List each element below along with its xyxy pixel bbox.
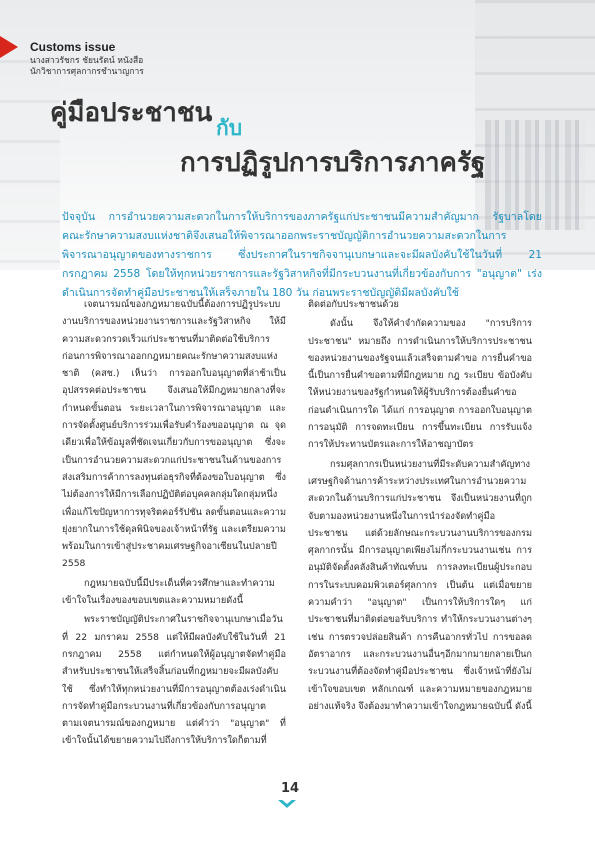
paragraph: กรมศุลกากรเป็นหน่วยงานที่มีระดับความสำคัญทางเศรษฐกิจด้านการค้าระหว่างประเทศในการอำนวยความสะดวกในด้านบริการแก่ประชาชน จึงเป็นหน่วยงานที่ถูกจับตามองหน่วยงานหนึ่งในการนำร่องจัดทำคู่มือประชาชน แต่ด้วยลักษณะกระบวนงานบริการของกรมศุลกากรนั้น มีการอนุญาตเพียงไม่กี่กระบวนงานเช่น การอนุมัติจัดตั้งคลังสินค้าทัณฑ์บน การลงทะเบียนผู้ประกอบการในระบบคอมพิวเตอร์ศุลกากร เป็นต้น แต่เมื่อขยายความคำว่า "อนุญาต" เป็นการให้บริการใดๆ แก่ประชาชนที่มาติดต่อขอรับบริการ ทำให้กระบวนงานต่างๆ เช่น การตรวจปล่อยสินค้า การคืนอากรทั่วไป การขอลดอัตราอากร และกระบวนงานอื่นๆอีกมากมายกลายเป็นกระบวนงานที่ต้องจัดทำคู่มือประชาชน ซึ่งเจ้าหน้าที่ยังไม่เข้าใจขอบเขต หลักเกณฑ์ และความหมายของกฎหมายอย่างแท้จริง จึงต้องมาทำความเข้าใจกฎหมายฉบับนี้ ดังนี้ bbox=[308, 458, 532, 712]
byline-author: นางสาวรัชกร ชัยนรัตน์ หนังสือ bbox=[30, 56, 144, 66]
article-title-line2: การปฏิรูปการบริการภาครัฐ bbox=[180, 148, 486, 178]
paragraph: ติดต่อกับประชาชนด้วย bbox=[308, 299, 399, 310]
paragraph: กฎหมายฉบับนี้มีประเด็นที่ควรศึกษาและทำความเข้าใจในเรื่องของขอบเขตและความหมายดังนี้ bbox=[62, 577, 275, 607]
article-title-connector: กับ bbox=[216, 116, 243, 140]
section-title: Customs issue bbox=[30, 40, 116, 54]
body-column-left bbox=[62, 296, 286, 750]
byline-position: นักวิชาการศุลกากรชำนาญการ bbox=[30, 67, 144, 77]
section-tag-icon bbox=[0, 36, 22, 58]
chevron-inner-shape bbox=[280, 798, 294, 804]
body-column-right bbox=[308, 296, 532, 715]
page-number: 14 bbox=[281, 781, 300, 796]
lead-paragraph: ปัจจุบัน การอำนวยความสะดวกในการให้บริการของภาครัฐแก่ประชาชนมีความสำคัญมาก รัฐบาลโดยคณะรักษาความสงบแห่งชาติจึงเสนอให้พิจารณาออกพระราชบัญญัติการอำนวยความสะดวกในการพิจารณาอนุญาตของทางราชการ ซึ่งประกาศในราชกิจจานุเบกษาและจะมีผลบังคับใช้ในวันที่ 21 กรกฎาคม 2558 โดยให้ทุกหน่วยราชการและรัฐวิสาหกิจที่มีกระบวนงานที่เกี่ยวข้องกับการ "อนุญาต" เร่งดำเนินการจัดทำคู่มือประชาชนให้เสร็จภายใน 180 วัน ก่อนพระราชบัญญัติมีผลบังคับใช้ bbox=[62, 211, 542, 299]
paragraph: ดังนั้น จึงให้คำจำกัดความของ "การบริการประชาชน" หมายถึง การดำเนินการให้บริการประชาชนของหน่วยงานของรัฐจนแล้วเสร็จตามคำขอ การยื่นคำขอนี้เป็นการยื่นคำขอตามที่มีกฎหมาย กฎ ระเบียบ ข้อบังคับให้หน่วยงานของรัฐกำหนดให้ผู้รับบริการต้องยื่นคำขอก่อนดำเนินการใด ได้แก่ การอนุญาต การออกใบอนุญาต การอนุมัติ การจดทะเบียน การขึ้นทะเบียน การรับแจ้ง การให้ประทานบัตรและการให้อาชญาบัตร bbox=[308, 318, 532, 451]
paragraph: เจตนารมณ์ของกฎหมายฉบับนี้ต้องการปฏิรูประบบงานบริการของหน่วยงานราชการและรัฐวิสาหกิจ ให้มีความสะดวกรวดเร็วแก่ประชาชนที่มาติดต่อใช้บริการ ก่อนการพิจารณาออกกฎหมายคณะรักษาความสงบแห่งชาติ (คสช.) เห็นว่า การออกใบอนุญาตที่ล่าช้าเป็นอุปสรรคต่อประชาชน จึงเสนอให้มีกฎหมายกลางที่จะกำหนดขั้นตอน ระยะเวลาในการพิจารณาอนุญาต และการจัดตั้งศูนย์บริการร่วมเพื่อรับคำร้องขออนุญาต ณ จุดเดียวเพื่อให้ข้อมูลที่ชัดเจนเกี่ยวกับการขออนุญาต ซึ่งจะเป็นการอำนวยความสะดวกแก่ประชาชนในด้านของการส่งเสริมการค้าการลงทุนต่อธุรกิจที่ต้องขอใบอนุญาต ซึ่งไม่ต้องการให้มีการเลือกปฏิบัติต่อบุคคลกลุ่มใดกลุ่มหนึ่ง เพื่อแก้ไขปัญหาการทุจริตคอร์รัปชัน ลดขั้นตอนและความยุ่งยากในการใช้ดุลพินิจของเจ้าหน้าที่รัฐ และเตรียมความพร้อมในการเข้าสู่ประชาคมเศรษฐกิจอาเซียนในปลายปี 2558 bbox=[62, 299, 286, 570]
byline bbox=[30, 56, 144, 78]
paragraph: พระราชบัญญัติประกาศในราชกิจจานุเบกษาเมื่อวันที่ 22 มกราคม 2558 แต่ให้มีผลบังคับใช้ในวันที่ 21 กรกฎาคม 2558 แต่กำหนดให้ผู้อนุญาตจัดทำคู่มือสำหรับประชาชนให้เสร็จสิ้นก่อนที่กฎหมายจะมีผลบังคับใช้ ซึ่งทำให้ทุกหน่วยงานที่มีการอนุญาตต้องเร่งดำเนินการจัดทำคู่มือกระบวนงานที่เกี่ยวข้องกับการอนุญาต ตามเจตนารมณ์ของกฎหมาย แต่คำว่า "อนุญาต" ที่เข้าใจนั้นได้ขยายความไปถึงการให้บริการใดก็ตามที่ bbox=[62, 614, 286, 747]
article-title-line1: คู่มือประชาชน bbox=[50, 98, 213, 128]
